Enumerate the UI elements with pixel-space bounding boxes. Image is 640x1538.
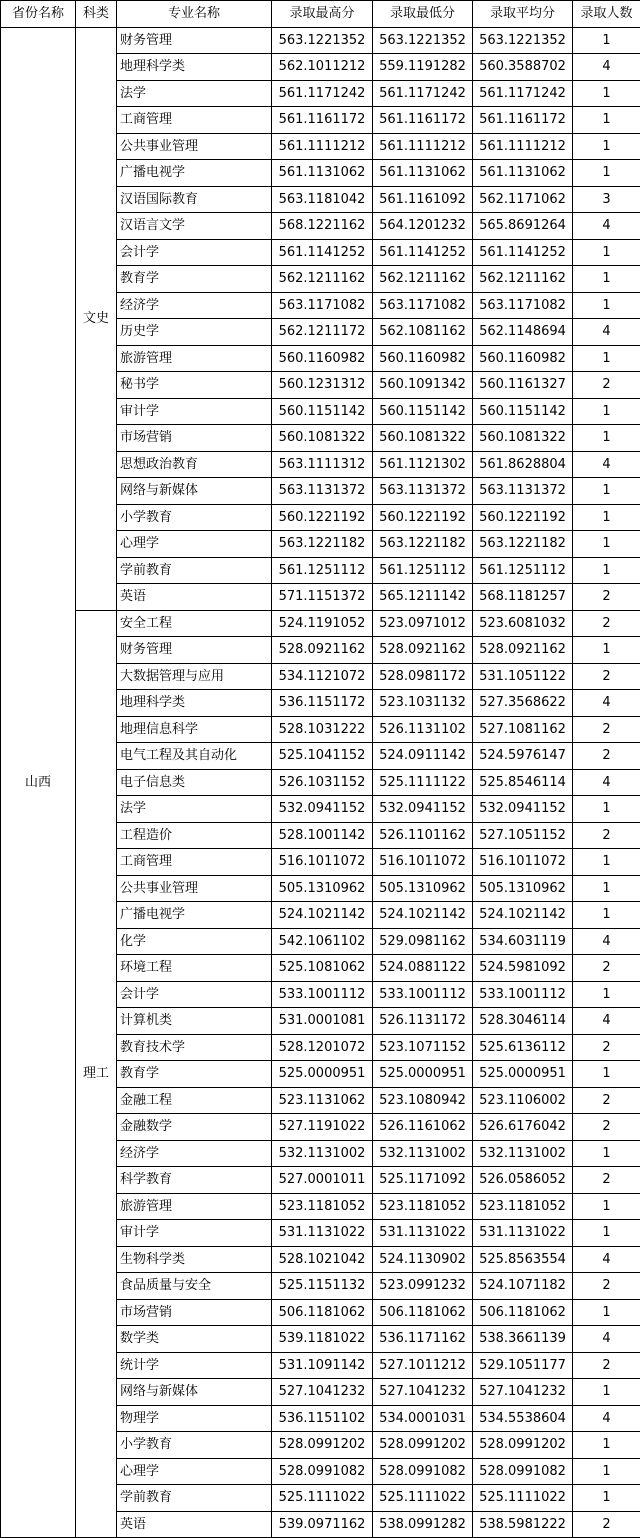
admit-count: 1	[573, 27, 640, 54]
avg-score: 562.1148694	[473, 319, 573, 346]
header-min-score: 录取最低分	[373, 1, 473, 28]
avg-score: 563.1171082	[473, 292, 573, 319]
admit-count: 2	[573, 1511, 640, 1538]
avg-score: 532.0941152	[473, 796, 573, 823]
major-name: 公共事业管理	[117, 133, 272, 160]
avg-score: 561.1131062	[473, 160, 573, 187]
admit-count: 4	[573, 1326, 640, 1353]
min-score: 560.1221192	[373, 504, 473, 531]
avg-score: 529.1051177	[473, 1352, 573, 1379]
avg-score: 524.1021142	[473, 902, 573, 929]
max-score: 525.1041152	[272, 743, 373, 770]
major-name: 财务管理	[117, 27, 272, 54]
min-score: 561.1121302	[373, 451, 473, 478]
table-row	[1, 27, 640, 54]
avg-score: 568.1181257	[473, 584, 573, 611]
max-score: 527.0001011	[272, 1167, 373, 1194]
admit-count: 1	[573, 1458, 640, 1485]
max-score: 563.1221352	[272, 27, 373, 54]
major-name: 金融工程	[117, 1087, 272, 1114]
max-score: 527.1041232	[272, 1379, 373, 1406]
avg-score: 525.8563554	[473, 1246, 573, 1273]
admit-count: 4	[573, 928, 640, 955]
major-name: 化学	[117, 928, 272, 955]
min-score: 526.1131102	[373, 716, 473, 743]
admit-count: 3	[573, 186, 640, 213]
admit-count: 2	[573, 955, 640, 982]
major-name: 电子信息类	[117, 769, 272, 796]
admit-count: 1	[573, 557, 640, 584]
avg-score: 527.3568622	[473, 690, 573, 717]
avg-score: 561.8628804	[473, 451, 573, 478]
major-name: 经济学	[117, 292, 272, 319]
admit-count: 2	[573, 1114, 640, 1141]
min-score: 528.0991082	[373, 1458, 473, 1485]
max-score: 560.1160982	[272, 345, 373, 372]
min-score: 532.1131002	[373, 1140, 473, 1167]
table-row	[1, 610, 640, 637]
avg-score: 560.1151142	[473, 398, 573, 425]
avg-score: 534.6031119	[473, 928, 573, 955]
avg-score: 531.1051122	[473, 663, 573, 690]
min-score: 524.1021142	[373, 902, 473, 929]
min-score: 560.1160982	[373, 345, 473, 372]
min-score: 561.1111212	[373, 133, 473, 160]
max-score: 534.1121072	[272, 663, 373, 690]
avg-score: 523.1181052	[473, 1193, 573, 1220]
avg-score: 524.5976147	[473, 743, 573, 770]
max-score: 523.1131062	[272, 1087, 373, 1114]
admit-count: 4	[573, 1008, 640, 1035]
max-score: 560.1081322	[272, 425, 373, 452]
min-score: 534.0001031	[373, 1405, 473, 1432]
min-score: 529.0981162	[373, 928, 473, 955]
admit-count: 1	[573, 875, 640, 902]
admit-count: 1	[573, 1379, 640, 1406]
avg-score: 516.1011072	[473, 849, 573, 876]
max-score: 563.1131372	[272, 478, 373, 505]
avg-score: 560.1160982	[473, 345, 573, 372]
major-name: 科学教育	[117, 1167, 272, 1194]
max-score: 571.1151372	[272, 584, 373, 611]
major-name: 教育学	[117, 266, 272, 293]
min-score: 526.1131172	[373, 1008, 473, 1035]
admit-count: 2	[573, 1087, 640, 1114]
major-name: 物理学	[117, 1405, 272, 1432]
min-score: 528.0981172	[373, 663, 473, 690]
table-body	[1, 27, 640, 1538]
min-score: 561.1141252	[373, 239, 473, 266]
min-score: 561.1171242	[373, 80, 473, 107]
min-score: 565.1211142	[373, 584, 473, 611]
admit-count: 1	[573, 345, 640, 372]
avg-score: 562.1211162	[473, 266, 573, 293]
avg-score: 563.1221182	[473, 531, 573, 558]
major-name: 旅游管理	[117, 345, 272, 372]
min-score: 531.1131022	[373, 1220, 473, 1247]
avg-score: 560.1221192	[473, 504, 573, 531]
max-score: 542.1061102	[272, 928, 373, 955]
max-score: 527.1191022	[272, 1114, 373, 1141]
admit-count: 1	[573, 531, 640, 558]
major-name: 大数据管理与应用	[117, 663, 272, 690]
avg-score: 505.1310962	[473, 875, 573, 902]
avg-score: 533.1001112	[473, 981, 573, 1008]
max-score: 532.1131002	[272, 1140, 373, 1167]
min-score: 561.1161172	[373, 107, 473, 134]
admit-count: 1	[573, 902, 640, 929]
major-name: 计算机类	[117, 1008, 272, 1035]
admit-count: 2	[573, 1034, 640, 1061]
avg-score: 524.1071182	[473, 1273, 573, 1300]
admit-count: 1	[573, 292, 640, 319]
avg-score: 528.0991082	[473, 1458, 573, 1485]
major-name: 学前教育	[117, 557, 272, 584]
max-score: 539.0971162	[272, 1511, 373, 1538]
max-score: 528.1201072	[272, 1034, 373, 1061]
min-score: 524.0911142	[373, 743, 473, 770]
min-score: 525.0000951	[373, 1061, 473, 1088]
admit-count: 1	[573, 478, 640, 505]
max-score: 531.1131022	[272, 1220, 373, 1247]
min-score: 526.1101162	[373, 822, 473, 849]
max-score: 524.1021142	[272, 902, 373, 929]
major-name: 统计学	[117, 1352, 272, 1379]
admit-count: 1	[573, 80, 640, 107]
major-name: 旅游管理	[117, 1193, 272, 1220]
max-score: 561.1171242	[272, 80, 373, 107]
admit-count: 1	[573, 1140, 640, 1167]
header-major: 专业名称	[117, 1, 272, 28]
admit-count: 2	[573, 743, 640, 770]
max-score: 526.1031152	[272, 769, 373, 796]
avg-score: 538.3661139	[473, 1326, 573, 1353]
max-score: 561.1161172	[272, 107, 373, 134]
max-score: 561.1251112	[272, 557, 373, 584]
major-name: 教育技术学	[117, 1034, 272, 1061]
max-score: 524.1191052	[272, 610, 373, 637]
avg-score: 532.1131002	[473, 1140, 573, 1167]
admit-count: 4	[573, 319, 640, 346]
major-name: 会计学	[117, 239, 272, 266]
major-name: 小学教育	[117, 504, 272, 531]
min-score: 564.1201232	[373, 213, 473, 240]
max-score: 561.1131062	[272, 160, 373, 187]
major-name: 审计学	[117, 398, 272, 425]
max-score: 525.0000951	[272, 1061, 373, 1088]
max-score: 563.1221182	[272, 531, 373, 558]
major-name: 汉语国际教育	[117, 186, 272, 213]
major-name: 小学教育	[117, 1432, 272, 1459]
admit-count: 1	[573, 1432, 640, 1459]
admit-count: 1	[573, 239, 640, 266]
max-score: 505.1310962	[272, 875, 373, 902]
admit-count: 4	[573, 451, 640, 478]
min-score: 563.1171082	[373, 292, 473, 319]
min-score: 524.1130902	[373, 1246, 473, 1273]
min-score: 526.1161062	[373, 1114, 473, 1141]
major-name: 英语	[117, 1511, 272, 1538]
major-name: 电气工程及其自动化	[117, 743, 272, 770]
major-name: 汉语言文学	[117, 213, 272, 240]
avg-score: 528.0991202	[473, 1432, 573, 1459]
header-avg-score: 录取平均分	[473, 1, 573, 28]
max-score: 528.0921162	[272, 637, 373, 664]
avg-score: 525.0000951	[473, 1061, 573, 1088]
admit-count: 2	[573, 663, 640, 690]
max-score: 563.1111312	[272, 451, 373, 478]
admit-count: 1	[573, 796, 640, 823]
max-score: 525.1081062	[272, 955, 373, 982]
admit-count: 1	[573, 1299, 640, 1326]
max-score: 568.1221162	[272, 213, 373, 240]
avg-score: 506.1181062	[473, 1299, 573, 1326]
max-score: 528.0991202	[272, 1432, 373, 1459]
admit-count: 2	[573, 822, 640, 849]
avg-score: 561.1171242	[473, 80, 573, 107]
avg-score: 524.5981092	[473, 955, 573, 982]
major-name: 工商管理	[117, 107, 272, 134]
admit-count: 1	[573, 637, 640, 664]
min-score: 506.1181062	[373, 1299, 473, 1326]
major-name: 心理学	[117, 1458, 272, 1485]
major-name: 生物科学类	[117, 1246, 272, 1273]
avg-score: 525.6136112	[473, 1034, 573, 1061]
min-score: 562.1081162	[373, 319, 473, 346]
min-score: 559.1191282	[373, 54, 473, 81]
max-score: 516.1011072	[272, 849, 373, 876]
max-score: 525.1111022	[272, 1485, 373, 1512]
major-name: 学前教育	[117, 1485, 272, 1512]
admit-count: 1	[573, 849, 640, 876]
admit-count: 1	[573, 981, 640, 1008]
min-score: 562.1211162	[373, 266, 473, 293]
header-row	[1, 1, 640, 28]
admit-count: 4	[573, 54, 640, 81]
major-name: 工商管理	[117, 849, 272, 876]
avg-score: 560.1081322	[473, 425, 573, 452]
admit-count: 2	[573, 1273, 640, 1300]
major-name: 历史学	[117, 319, 272, 346]
max-score: 536.1151102	[272, 1405, 373, 1432]
admit-count: 1	[573, 398, 640, 425]
admit-count: 2	[573, 372, 640, 399]
major-name: 教育学	[117, 1061, 272, 1088]
major-name: 英语	[117, 584, 272, 611]
avg-score: 523.1106002	[473, 1087, 573, 1114]
avg-score: 561.1251112	[473, 557, 573, 584]
major-name: 审计学	[117, 1220, 272, 1247]
admit-count: 4	[573, 1246, 640, 1273]
major-name: 经济学	[117, 1140, 272, 1167]
min-score: 528.0991202	[373, 1432, 473, 1459]
min-score: 561.1161092	[373, 186, 473, 213]
avg-score: 528.0921162	[473, 637, 573, 664]
max-score: 561.1141252	[272, 239, 373, 266]
min-score: 528.0921162	[373, 637, 473, 664]
major-name: 食品质量与安全	[117, 1273, 272, 1300]
avg-score: 527.1041232	[473, 1379, 573, 1406]
avg-score: 534.5538604	[473, 1405, 573, 1432]
avg-score: 525.8546114	[473, 769, 573, 796]
major-name: 工程造价	[117, 822, 272, 849]
major-name: 广播电视学	[117, 160, 272, 187]
max-score: 562.1211172	[272, 319, 373, 346]
major-name: 法学	[117, 796, 272, 823]
header-province: 省份名称	[1, 1, 76, 28]
max-score: 563.1181042	[272, 186, 373, 213]
min-score: 525.1171092	[373, 1167, 473, 1194]
max-score: 532.0941152	[272, 796, 373, 823]
avg-score: 527.1051152	[473, 822, 573, 849]
admit-count: 2	[573, 1352, 640, 1379]
admit-count: 4	[573, 1405, 640, 1432]
avg-score: 560.1161327	[473, 372, 573, 399]
major-name: 法学	[117, 80, 272, 107]
category-cell: 文史	[76, 27, 117, 610]
major-name: 安全工程	[117, 610, 272, 637]
admit-count: 1	[573, 1193, 640, 1220]
min-score: 563.1131372	[373, 478, 473, 505]
admit-count: 1	[573, 1485, 640, 1512]
min-score: 523.0971012	[373, 610, 473, 637]
major-name: 网络与新媒体	[117, 1379, 272, 1406]
avg-score: 561.1111212	[473, 133, 573, 160]
major-name: 公共事业管理	[117, 875, 272, 902]
max-score: 523.1181052	[272, 1193, 373, 1220]
admit-count: 1	[573, 160, 640, 187]
min-score: 561.1251112	[373, 557, 473, 584]
avg-score: 523.6081032	[473, 610, 573, 637]
min-score: 532.0941152	[373, 796, 473, 823]
major-name: 财务管理	[117, 637, 272, 664]
max-score: 560.1231312	[272, 372, 373, 399]
min-score: 561.1131062	[373, 160, 473, 187]
header-category: 科类	[76, 1, 117, 28]
admit-count: 2	[573, 584, 640, 611]
min-score: 523.0991232	[373, 1273, 473, 1300]
min-score: 527.1041232	[373, 1379, 473, 1406]
admit-count: 1	[573, 425, 640, 452]
min-score: 523.1031132	[373, 690, 473, 717]
max-score: 539.1181022	[272, 1326, 373, 1353]
avg-score: 525.1111022	[473, 1485, 573, 1512]
min-score: 523.1080942	[373, 1087, 473, 1114]
major-name: 数学类	[117, 1326, 272, 1353]
max-score: 506.1181062	[272, 1299, 373, 1326]
major-name: 心理学	[117, 531, 272, 558]
major-name: 金融数学	[117, 1114, 272, 1141]
admit-count: 1	[573, 133, 640, 160]
min-score: 505.1310962	[373, 875, 473, 902]
max-score: 533.1001112	[272, 981, 373, 1008]
min-score: 525.1111122	[373, 769, 473, 796]
max-score: 531.0001081	[272, 1008, 373, 1035]
province-cell: 山西	[1, 27, 76, 1538]
max-score: 528.1001142	[272, 822, 373, 849]
avg-score: 561.1141252	[473, 239, 573, 266]
major-name: 网络与新媒体	[117, 478, 272, 505]
major-name: 思想政治教育	[117, 451, 272, 478]
avg-score: 565.8691264	[473, 213, 573, 240]
min-score: 527.1011212	[373, 1352, 473, 1379]
max-score: 531.1091142	[272, 1352, 373, 1379]
admit-count: 2	[573, 610, 640, 637]
min-score: 525.1111022	[373, 1485, 473, 1512]
major-name: 秘书学	[117, 372, 272, 399]
admit-count: 1	[573, 1220, 640, 1247]
admit-count: 1	[573, 504, 640, 531]
major-name: 环境工程	[117, 955, 272, 982]
admit-count: 2	[573, 716, 640, 743]
avg-score: 526.6176042	[473, 1114, 573, 1141]
max-score: 525.1151132	[272, 1273, 373, 1300]
min-score: 523.1071152	[373, 1034, 473, 1061]
max-score: 560.1221192	[272, 504, 373, 531]
avg-score: 560.3588702	[473, 54, 573, 81]
major-name: 地理信息科学	[117, 716, 272, 743]
major-name: 广播电视学	[117, 902, 272, 929]
major-name: 会计学	[117, 981, 272, 1008]
avg-score: 526.0586052	[473, 1167, 573, 1194]
min-score: 524.0881122	[373, 955, 473, 982]
admit-count: 4	[573, 769, 640, 796]
max-score: 560.1151142	[272, 398, 373, 425]
min-score: 560.1091342	[373, 372, 473, 399]
avg-score: 563.1131372	[473, 478, 573, 505]
avg-score: 563.1221352	[473, 27, 573, 54]
header-admit-count: 录取人数	[573, 1, 640, 28]
max-score: 528.1031222	[272, 716, 373, 743]
header-max-score: 录取最高分	[272, 1, 373, 28]
admit-count: 1	[573, 1061, 640, 1088]
major-name: 市场营销	[117, 1299, 272, 1326]
avg-score: 562.1171062	[473, 186, 573, 213]
major-name: 地理科学类	[117, 54, 272, 81]
avg-score: 527.1081162	[473, 716, 573, 743]
major-name: 地理科学类	[117, 690, 272, 717]
min-score: 536.1171162	[373, 1326, 473, 1353]
max-score: 536.1151172	[272, 690, 373, 717]
min-score: 560.1081322	[373, 425, 473, 452]
min-score: 560.1151142	[373, 398, 473, 425]
min-score: 563.1221352	[373, 27, 473, 54]
max-score: 563.1171082	[272, 292, 373, 319]
category-cell: 理工	[76, 610, 117, 1538]
admit-count: 4	[573, 690, 640, 717]
admit-count: 2	[573, 1167, 640, 1194]
max-score: 562.1211162	[272, 266, 373, 293]
avg-score: 538.5981222	[473, 1511, 573, 1538]
min-score: 523.1181052	[373, 1193, 473, 1220]
max-score: 562.1011212	[272, 54, 373, 81]
min-score: 538.0991282	[373, 1511, 473, 1538]
major-name: 市场营销	[117, 425, 272, 452]
avg-score: 531.1131022	[473, 1220, 573, 1247]
min-score: 533.1001112	[373, 981, 473, 1008]
max-score: 528.1021042	[272, 1246, 373, 1273]
avg-score: 561.1161172	[473, 107, 573, 134]
admit-count: 4	[573, 213, 640, 240]
admit-count: 1	[573, 266, 640, 293]
admit-count: 1	[573, 107, 640, 134]
min-score: 516.1011072	[373, 849, 473, 876]
max-score: 528.0991082	[272, 1458, 373, 1485]
min-score: 563.1221182	[373, 531, 473, 558]
avg-score: 528.3046114	[473, 1008, 573, 1035]
max-score: 561.1111212	[272, 133, 373, 160]
